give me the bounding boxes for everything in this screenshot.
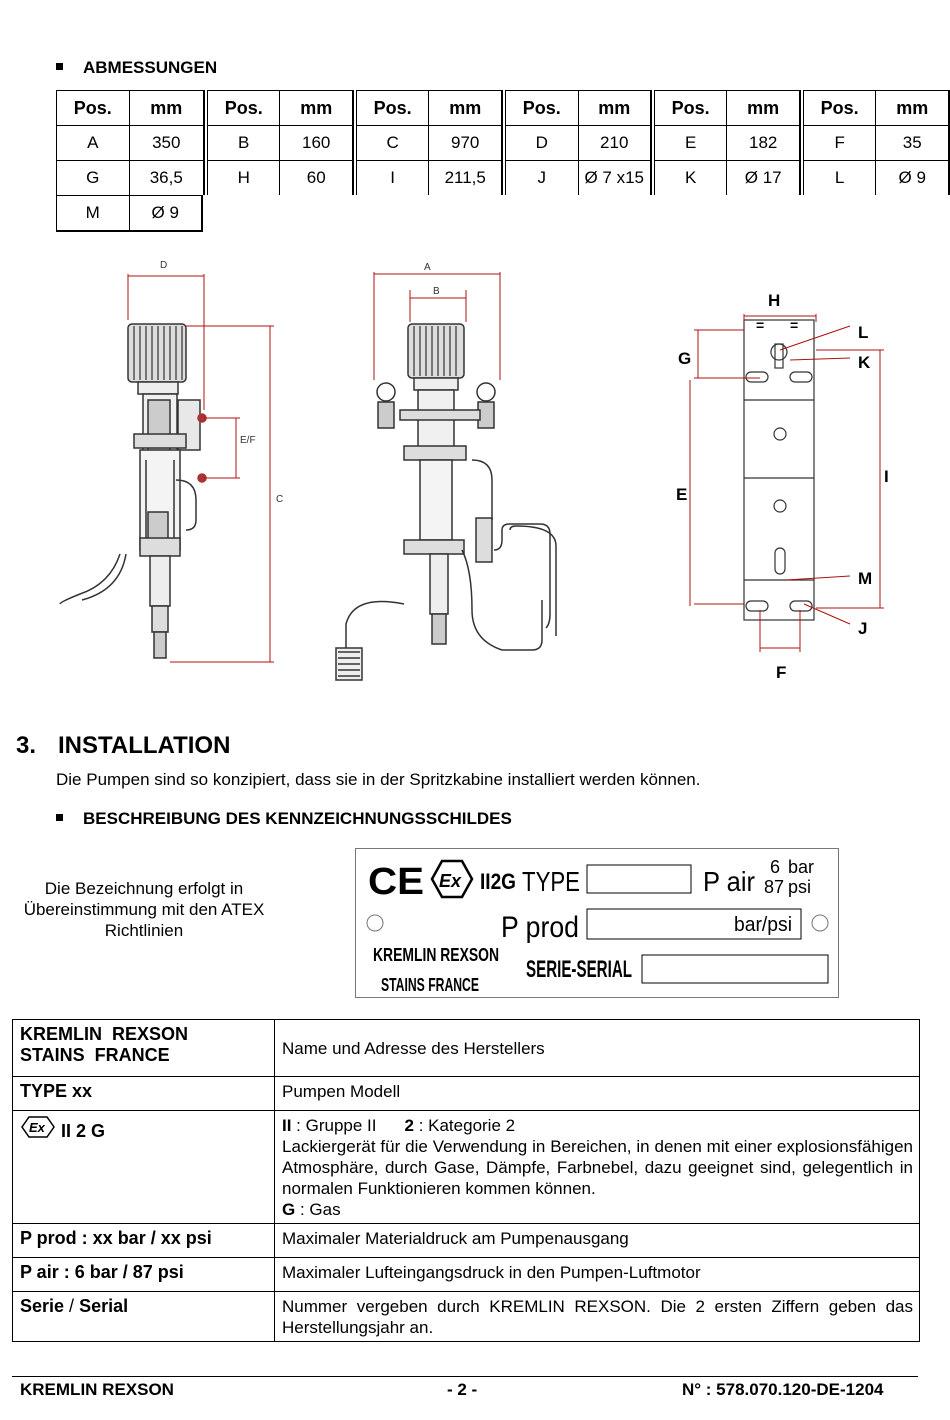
mounting-hole-icon bbox=[367, 915, 383, 931]
atex-class: II 2 G bbox=[61, 1121, 106, 1141]
plate-p-prod: P prod bbox=[501, 911, 579, 944]
dimension-value: 36,5 bbox=[129, 160, 203, 195]
row-value: Nummer vergeben durch KREMLIN REXSON. Die 2 ersten Ziffern geben das Herstellungsjahr an. bbox=[275, 1292, 920, 1342]
section-title bbox=[16, 732, 230, 760]
row-key: P prod : xx bar / xx psi bbox=[13, 1224, 275, 1258]
group-category-line: II : Gruppe II 2 : Kategorie 2 bbox=[282, 1116, 516, 1135]
table-header-row bbox=[56, 90, 950, 125]
label-eq-right: = bbox=[790, 317, 799, 333]
dimension-value: Ø 9 bbox=[875, 160, 950, 195]
row-key bbox=[13, 1020, 275, 1077]
serial-field bbox=[642, 955, 828, 983]
dimension-value: 160 bbox=[279, 125, 351, 160]
dimension-value: 350 bbox=[129, 125, 203, 160]
dimension-position: A bbox=[56, 125, 129, 160]
dimension-value: Ø 9 bbox=[129, 195, 203, 232]
dimension-position: C bbox=[356, 125, 429, 160]
table-row bbox=[56, 160, 950, 195]
bullet-icon bbox=[56, 63, 63, 70]
dimensions-heading: ABMESSUNGEN bbox=[56, 58, 217, 78]
footer-document-number: N° : 578.070.120-DE-1204 bbox=[682, 1380, 884, 1399]
plate-psi-value: 87 bbox=[764, 877, 785, 897]
plate-bar-unit: bar bbox=[788, 857, 815, 877]
plate-bar-psi: bar/psi bbox=[734, 914, 792, 936]
gas-line: G : Gas bbox=[282, 1200, 341, 1219]
nameplate bbox=[355, 848, 839, 998]
dimension-value: 970 bbox=[428, 125, 501, 160]
plate-bar-value: 6 bbox=[770, 857, 781, 877]
bullet-icon bbox=[56, 814, 63, 821]
column-header-mm: mm bbox=[578, 90, 650, 125]
row-key: P air : 6 bar / 87 psi bbox=[13, 1258, 275, 1292]
label-ef: E/F bbox=[240, 435, 256, 446]
column-header-pos: Pos. bbox=[654, 90, 727, 125]
section-number: 3. bbox=[16, 732, 37, 759]
mounting-hole-icon bbox=[812, 915, 828, 931]
atex-note: Die Bezeichnung erfolgt in Übereinstimmung mit den ATEX Richtlinien bbox=[23, 879, 265, 940]
column-header-mm: mm bbox=[875, 90, 950, 125]
installation-intro: Die Pumpen sind so konzipiert, dass sie in der Spritzkabine installiert werden können. bbox=[56, 770, 701, 789]
type-field bbox=[587, 865, 691, 893]
pump-front-view-drawing bbox=[336, 324, 556, 680]
column-header-pos: Pos. bbox=[356, 90, 429, 125]
row-value: Maximaler Lufteingangsdruck in den Pumpen-Luftmotor bbox=[275, 1258, 920, 1292]
label-a: A bbox=[424, 262, 431, 273]
dimension-position: D bbox=[505, 125, 578, 160]
plate-p-air: P air bbox=[703, 866, 755, 897]
footer-page-number: - 2 - bbox=[447, 1380, 478, 1399]
dimension-value: 210 bbox=[578, 125, 650, 160]
table-row bbox=[56, 195, 950, 232]
row-key: Serie / Serial bbox=[13, 1292, 275, 1342]
plate-group: II2G bbox=[480, 869, 516, 894]
label-f: F bbox=[776, 663, 787, 682]
label-g: G bbox=[678, 349, 692, 368]
footer-company: KREMLIN REXSON bbox=[20, 1380, 174, 1399]
column-header-mm: mm bbox=[279, 90, 351, 125]
row-value: Name und Adresse des Herstellers bbox=[275, 1020, 920, 1077]
table-row bbox=[13, 1077, 920, 1111]
column-header-mm: mm bbox=[726, 90, 798, 125]
label-k: K bbox=[858, 353, 871, 372]
ex-hexagon-icon bbox=[20, 1115, 56, 1139]
label-l: L bbox=[858, 323, 869, 342]
label-m: M bbox=[858, 569, 873, 588]
dimension-position: E bbox=[654, 125, 727, 160]
dimension-position: J bbox=[505, 160, 578, 195]
dimension-value: Ø 7 x15 bbox=[578, 160, 650, 195]
row-value: Pumpen Modell bbox=[275, 1077, 920, 1111]
maker-line-2: STAINS FRANCE bbox=[20, 1045, 170, 1065]
plate-psi-unit: psi bbox=[788, 877, 812, 897]
plate-maker-1: KREMLIN REXSON bbox=[373, 945, 499, 965]
column-header-pos: Pos. bbox=[56, 90, 129, 125]
column-header-mm: mm bbox=[428, 90, 501, 125]
table-row bbox=[56, 125, 950, 160]
ce-mark: CE bbox=[368, 861, 424, 903]
plate-type: TYPE bbox=[522, 866, 580, 897]
table-row bbox=[13, 1292, 920, 1342]
label-h: H bbox=[768, 291, 781, 310]
dimension-position: I bbox=[356, 160, 429, 195]
svg-text:Ex: Ex bbox=[439, 871, 462, 891]
column-header-pos: Pos. bbox=[803, 90, 876, 125]
svg-text:Ex: Ex bbox=[29, 1120, 45, 1135]
dimensions-table bbox=[56, 90, 950, 232]
dimension-value: 60 bbox=[279, 160, 351, 195]
label-d: D bbox=[160, 260, 168, 271]
label-eq-left: = bbox=[756, 317, 765, 333]
nameplate-description-table bbox=[12, 1019, 920, 1342]
column-header-mm: mm bbox=[129, 90, 203, 125]
mounting-bracket-drawing bbox=[744, 320, 814, 620]
atex-description: Lackiergerät für die Verwendung in Bereichen, in denen mit einer explosionsfähigen Atmosphäre, durch Gase, Dämpfe, Farbnebel, dazu geeignet sind, gelegentlich in normalen Funktionieren kommen können. bbox=[282, 1137, 913, 1198]
ex-hexagon-icon bbox=[432, 861, 472, 897]
dimension-position: L bbox=[803, 160, 876, 195]
plate-heading: BESCHREIBUNG DES KENNZEICHNUNGSSCHILDES bbox=[56, 809, 512, 829]
dimension-position: H bbox=[207, 160, 280, 195]
maker-line-1: KREMLIN REXSON bbox=[20, 1024, 189, 1044]
row-value bbox=[275, 1111, 920, 1224]
table-row bbox=[13, 1258, 920, 1292]
table-row bbox=[13, 1111, 920, 1224]
dimension-position: F bbox=[803, 125, 876, 160]
column-header-pos: Pos. bbox=[207, 90, 280, 125]
dimension-position: B bbox=[207, 125, 280, 160]
table-row bbox=[13, 1020, 920, 1077]
row-key bbox=[13, 1111, 275, 1224]
dimension-position: K bbox=[654, 160, 727, 195]
dimension-value: 182 bbox=[726, 125, 798, 160]
column-header-pos: Pos. bbox=[505, 90, 578, 125]
plate-serial: SERIE-SERIAL bbox=[526, 956, 632, 983]
plate-maker-2: STAINS FRANCE bbox=[381, 975, 479, 995]
dimension-value: 211,5 bbox=[428, 160, 501, 195]
label-j: J bbox=[858, 619, 868, 638]
label-i: I bbox=[884, 467, 889, 486]
dimension-drawings bbox=[0, 250, 950, 710]
dimension-position: G bbox=[56, 160, 129, 195]
table-row bbox=[13, 1224, 920, 1258]
dimension-value: 35 bbox=[875, 125, 950, 160]
row-key: TYPE xx bbox=[13, 1077, 275, 1111]
label-c: C bbox=[276, 494, 284, 505]
pump-side-view-drawing bbox=[60, 324, 206, 658]
nameplate-graphic bbox=[356, 849, 838, 997]
label-b: B bbox=[433, 286, 440, 297]
footer-rule bbox=[12, 1376, 918, 1377]
label-e: E bbox=[676, 485, 688, 504]
row-value: Maximaler Materialdruck am Pumpenausgang bbox=[275, 1224, 920, 1258]
dimension-position: M bbox=[56, 195, 129, 232]
dimension-value: Ø 17 bbox=[726, 160, 798, 195]
section-heading: INSTALLATION bbox=[58, 732, 231, 759]
